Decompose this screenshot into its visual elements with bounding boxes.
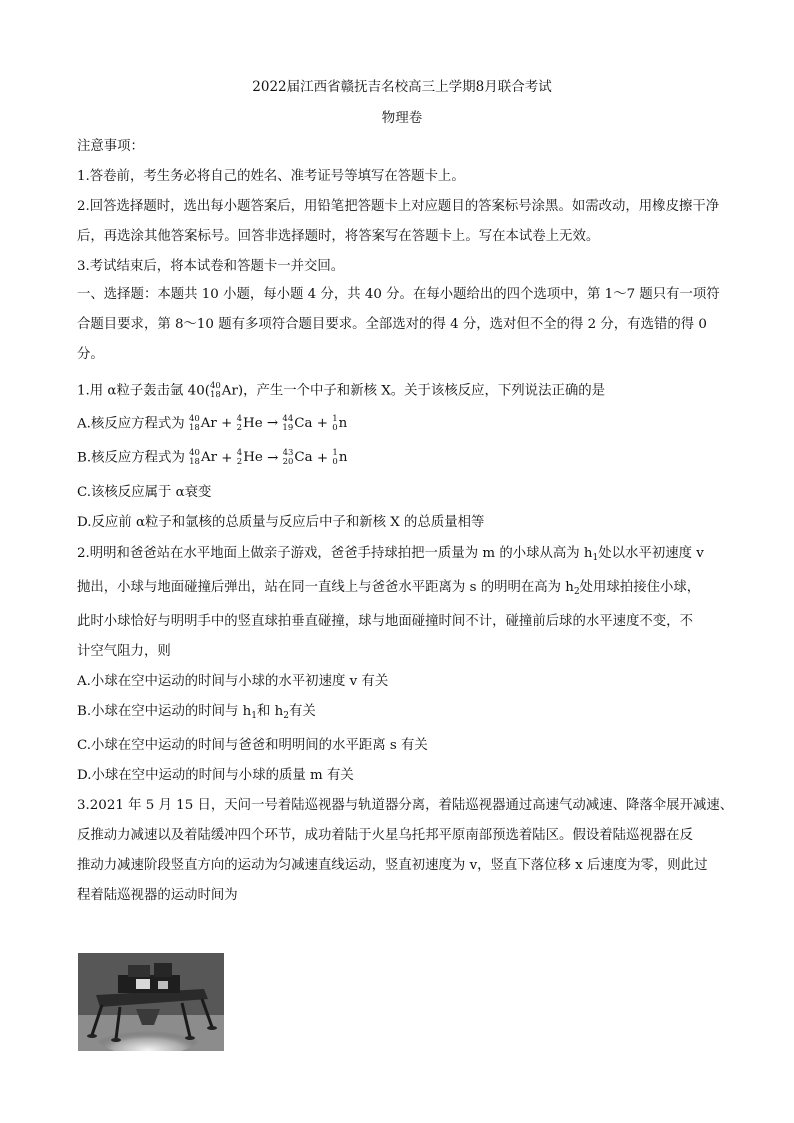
q1-option-b-equation: 40 18 Ar + 4 2 He → 43 20 Ca + 1 0 n	[189, 448, 348, 467]
q2-stem-line-2: 抛出，小球与地面碰撞后弹出，站在同一直线上与爸爸水平距离为 s 的明明在高为 $h_2$处用球拍接住小球，	[77, 579, 701, 597]
q1-option-a-equation: 40 18 Ar + 4 2 He → 44 19 Ca + 1 0 n	[188, 413, 348, 433]
q1-option-c: C.该核反应属于 α衰变	[77, 484, 212, 500]
section1-intro: 一、选择题：本题共 10 小题，每小题 4 分，共 40 分。在每小题给出的四个选项中，第 1～7 题只有一项符合题目要求，第 8～10 题有多项符合题目要求。全部选对的得 4 分，选对但不全的得 2 分，有选错的得 0 分。	[77, 287, 720, 362]
q2-option-d: D.小球在空中运动的时间与小球的质量 m 有关	[77, 767, 354, 783]
q1-option-d: D.反应前 α粒子和氩核的总质量与反应后中子和新核 X 的总质量相等	[77, 514, 485, 530]
q1-stem: 1.用 α粒子轰击氩 40( 40 18 Ar)，产生一个中子和新核 X。关于该核反应，下列说法正确的是	[77, 381, 606, 400]
q2-option-a: A.小球在空中运动的时间与小球的水平初速度 v 有关	[77, 673, 389, 689]
q3-stem-line-4: 程着陆巡视器的运动时间为	[77, 887, 238, 903]
q2-option-b: B.小球在空中运动的时间与 $h_1$和 $h_2$有关	[77, 703, 316, 721]
notes-heading: 注意事项：	[77, 139, 144, 154]
note-item-2: 2.回答选择题时，选出每小题答案后，用铅笔把答题卡上对应题目的答案标号涂黑。如需改动，用橡皮擦干净后，再选涂其他答案标号。回答非选择题时，将答案写在答题卡上。写在本试卷上无效。	[77, 199, 720, 244]
q2-stem-line-1: 2.明明和爸爸站在水平地面上做亲子游戏，爸爸手持球拍把一质量为 m 的小球从高为 $h_1$处以水平初速度 v	[77, 545, 704, 563]
q3-stem-line-2: 反推动力减速以及着陆缓冲四个环节，成功着陆于火星乌托邦平原南部预选着陆区。假设着陆巡视器在反	[77, 827, 693, 843]
q2-stem-line-3: 此时小球恰好与明明手中的竖直球拍垂直碰撞，球与地面碰撞时间不计，碰撞前后球的水平速度不变，不	[77, 613, 693, 629]
note-item-1: 1.答卷前，考生务必将自己的姓名、准考证号等填写在答题卡上。	[77, 169, 465, 184]
ar-nuclide: 40 18	[209, 381, 221, 400]
exam-subtitle: 物理卷	[381, 110, 423, 126]
q3-stem-line-1: 3.2021 年 5 月 15 日，天问一号着陆巡视器与轨道器分离，着陆巡视器通过高速气动减速、降落伞展开减速、	[77, 797, 734, 813]
q2-stem-line-4: 计空气阻力，则	[77, 643, 171, 659]
q2-option-c: C.小球在空中运动的时间与爸爸和明明间的水平距离 s 有关	[77, 737, 428, 753]
exam-title: 2022届江西省赣抚吉名校高三上学期8月联合考试	[252, 79, 552, 95]
exam-page	[77, 78, 734, 905]
q1-option-b: B.核反应方程式为 40 18 Ar + 4 2 He → 43 20 Ca + 1 0 n	[77, 448, 348, 467]
q3-stem-line-3: 推动力减速阶段竖直方向的运动为匀减速直线运动，竖直初速度为 v，竖直下落位移 x 后速度为零，则此过	[77, 857, 708, 873]
mars-lander-illustration	[78, 953, 224, 1051]
q1-option-a: A.核反应方程式为 40 18 Ar + 4 2 He → 44 19 Ca + 1 0 n	[77, 413, 348, 433]
note-item-3: 3.考试结束后，将本试卷和答题卡一并交回。	[77, 259, 345, 274]
lander-photo	[78, 953, 224, 1051]
